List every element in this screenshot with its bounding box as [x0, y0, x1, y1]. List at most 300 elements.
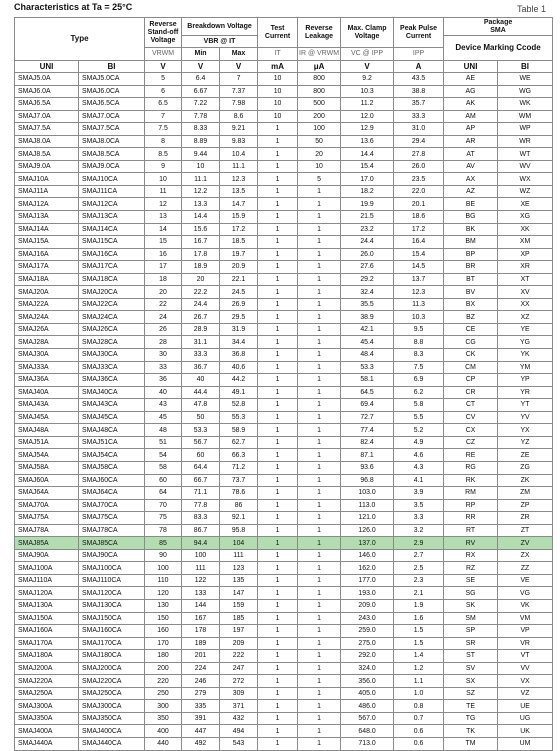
peak-pulse-current-cell: 27.8	[394, 148, 444, 161]
breakdown-max-cell: 34.4	[220, 336, 258, 349]
table-row	[15, 160, 553, 173]
breakdown-max-cell: 26.9	[220, 298, 258, 311]
reverse-leakage-cell: 1	[298, 612, 341, 625]
marking-uni-cell: TK	[444, 725, 498, 738]
marking-bi-cell: ZV	[498, 537, 553, 550]
marking-uni-cell: RE	[444, 449, 498, 462]
breakdown-min-cell: 83.3	[182, 512, 220, 525]
table-row	[15, 223, 553, 236]
bi-part-cell: SMAJ40CA	[79, 386, 145, 399]
breakdown-min-cell: 31.1	[182, 336, 220, 349]
test-current-cell: 1	[258, 298, 298, 311]
bi-part-cell: SMAJ8.5CA	[79, 148, 145, 161]
breakdown-max-cell: 17.2	[220, 223, 258, 236]
marking-bi-cell: VK	[498, 599, 553, 612]
breakdown-min-cell: 86.7	[182, 524, 220, 537]
breakdown-max-cell: 432	[220, 712, 258, 725]
clamp-voltage-cell: 58.1	[341, 374, 394, 387]
test-current-cell: 1	[258, 512, 298, 525]
breakdown-min-cell: 44.4	[182, 386, 220, 399]
standoff-voltage-cell: 9	[145, 160, 182, 173]
unit-v-standoff: V	[145, 61, 182, 73]
unit-v-max: V	[220, 61, 258, 73]
test-current-cell: 1	[258, 374, 298, 387]
marking-bi-cell: WT	[498, 148, 553, 161]
breakdown-max-cell: 209	[220, 637, 258, 650]
standoff-voltage-cell: 36	[145, 374, 182, 387]
reverse-leakage-cell: 1	[298, 487, 341, 500]
peak-pulse-current-cell: 5.2	[394, 424, 444, 437]
breakdown-min-cell: 36.7	[182, 361, 220, 374]
standoff-voltage-cell: 64	[145, 487, 182, 500]
test-current-cell: 1	[258, 411, 298, 424]
table-row	[15, 85, 553, 98]
clamp-voltage-cell: 18.2	[341, 185, 394, 198]
breakdown-min-cell: 15.6	[182, 223, 220, 236]
clamp-voltage-cell: 38.9	[341, 311, 394, 324]
peak-pulse-current-cell: 1.5	[394, 637, 444, 650]
marking-uni-cell: CX	[444, 424, 498, 437]
bi-part-cell: SMAJ10CA	[79, 173, 145, 186]
clamp-voltage-cell: 113.0	[341, 499, 394, 512]
marking-uni-cell: BG	[444, 211, 498, 224]
standoff-voltage-cell: 13	[145, 211, 182, 224]
uni-header: UNI	[15, 61, 79, 73]
peak-pulse-current-cell: 31.0	[394, 123, 444, 136]
standoff-voltage-cell: 28	[145, 336, 182, 349]
breakdown-min-cell: 178	[182, 625, 220, 638]
reverse-leakage-cell: 1	[298, 211, 341, 224]
clamp-voltage-cell: 9.2	[341, 73, 394, 86]
test-current-cell: 10	[258, 73, 298, 86]
breakdown-min-cell: 100	[182, 549, 220, 562]
clamp-voltage-cell: 103.0	[341, 487, 394, 500]
test-current-cell: 1	[258, 499, 298, 512]
bi-part-cell: SMAJ13CA	[79, 211, 145, 224]
peak-pulse-current-cell: 3.5	[394, 499, 444, 512]
marking-bi-cell: UK	[498, 725, 553, 738]
test-current-cell: 1	[258, 223, 298, 236]
pulse-header: Peak Pulse Current	[394, 18, 444, 48]
marking-uni-cell: SM	[444, 612, 498, 625]
peak-pulse-current-cell: 1.9	[394, 599, 444, 612]
reverse-leakage-cell: 500	[298, 98, 341, 111]
breakdown-min-cell: 133	[182, 587, 220, 600]
breakdown-min-cell: 18.9	[182, 261, 220, 274]
test-current-cell: 1	[258, 399, 298, 412]
clamp-voltage-cell: 13.6	[341, 135, 394, 148]
standoff-voltage-cell: 60	[145, 474, 182, 487]
breakdown-min-cell: 28.9	[182, 323, 220, 336]
standoff-voltage-cell: 120	[145, 587, 182, 600]
reverse-leakage-cell: 1	[298, 361, 341, 374]
breakdown-max-cell: 12.3	[220, 173, 258, 186]
breakdown-min-cell: 60	[182, 449, 220, 462]
peak-pulse-current-cell: 35.7	[394, 98, 444, 111]
clamp-voltage-cell: 15.4	[341, 160, 394, 173]
marking-uni-cell: SG	[444, 587, 498, 600]
table-row	[15, 361, 553, 374]
test-current-cell: 1	[258, 625, 298, 638]
bi-part-cell: SMAJ22CA	[79, 298, 145, 311]
reverse-leakage-cell: 800	[298, 85, 341, 98]
marking-uni-cell: BR	[444, 261, 498, 274]
breakdown-max-cell: 24.5	[220, 286, 258, 299]
uni-part-cell: SMAJ18A	[15, 273, 79, 286]
table-row	[15, 336, 553, 349]
breakdown-min-cell: 22.2	[182, 286, 220, 299]
standoff-voltage-cell: 8.5	[145, 148, 182, 161]
table-row	[15, 349, 553, 362]
peak-pulse-current-cell: 3.3	[394, 512, 444, 525]
marking-bi-cell: ZZ	[498, 562, 553, 575]
table-row	[15, 687, 553, 700]
standoff-voltage-cell: 7.5	[145, 123, 182, 136]
breakdown-max-cell: 18.5	[220, 236, 258, 249]
peak-pulse-current-cell: 4.6	[394, 449, 444, 462]
table-row	[15, 474, 553, 487]
clamp-voltage-cell: 126.0	[341, 524, 394, 537]
marking-uni-cell: CK	[444, 349, 498, 362]
clamp-voltage-cell: 12.0	[341, 110, 394, 123]
table-row	[15, 512, 553, 525]
marking-uni-cell: SZ	[444, 687, 498, 700]
vbr-symbol: VBR @ IT	[182, 36, 258, 48]
marking-uni-cell: RT	[444, 524, 498, 537]
reverse-leakage-cell: 1	[298, 599, 341, 612]
table-row	[15, 662, 553, 675]
breakdown-min-cell: 26.7	[182, 311, 220, 324]
bi-part-cell: SMAJ64CA	[79, 487, 145, 500]
uni-part-cell: SMAJ43A	[15, 399, 79, 412]
test-current-cell: 1	[258, 537, 298, 550]
marking-uni-cell: SX	[444, 675, 498, 688]
clamp-voltage-cell: 275.0	[341, 637, 394, 650]
standoff-voltage-cell: 100	[145, 562, 182, 575]
table-row	[15, 236, 553, 249]
bi-part-cell: SMAJ220CA	[79, 675, 145, 688]
standoff-voltage-cell: 180	[145, 650, 182, 663]
marking-bi-cell: VV	[498, 662, 553, 675]
clamp-voltage-cell: 121.0	[341, 512, 394, 525]
breakdown-min-cell: 6.4	[182, 73, 220, 86]
marking-uni-cell: AP	[444, 123, 498, 136]
breakdown-min-cell: 492	[182, 737, 220, 750]
test-current-cell: 1	[258, 675, 298, 688]
standoff-voltage-cell: 350	[145, 712, 182, 725]
marking-uni-cell: BZ	[444, 311, 498, 324]
standoff-voltage-cell: 51	[145, 436, 182, 449]
clamp-voltage-cell: 209.0	[341, 599, 394, 612]
clamp-voltage-cell: 93.6	[341, 461, 394, 474]
uni-part-cell: SMAJ36A	[15, 374, 79, 387]
bi-part-cell: SMAJ130CA	[79, 599, 145, 612]
reverse-leakage-cell: 1	[298, 236, 341, 249]
bi-part-cell: SMAJ70CA	[79, 499, 145, 512]
test-current-cell: 1	[258, 248, 298, 261]
marking-bi-cell: XT	[498, 273, 553, 286]
breakdown-min-cell: 8.33	[182, 123, 220, 136]
clamp-voltage-cell: 23.2	[341, 223, 394, 236]
uni-part-cell: SMAJ250A	[15, 687, 79, 700]
uni-part-cell: SMAJ24A	[15, 311, 79, 324]
marking-uni-cell: AX	[444, 173, 498, 186]
standoff-voltage-cell: 30	[145, 349, 182, 362]
breakdown-max-cell: 222	[220, 650, 258, 663]
uni-part-cell: SMAJ7.0A	[15, 110, 79, 123]
table-row	[15, 298, 553, 311]
unit-a: A	[394, 61, 444, 73]
test-current-cell: 1	[258, 650, 298, 663]
package-label: Package	[483, 18, 513, 26]
marking-bi-cell: YM	[498, 361, 553, 374]
reverse-leakage-cell: 800	[298, 73, 341, 86]
marking-bi-cell: WX	[498, 173, 553, 186]
clamp-voltage-cell: 45.4	[341, 336, 394, 349]
reverse-leakage-cell: 1	[298, 248, 341, 261]
peak-pulse-current-cell: 8.8	[394, 336, 444, 349]
uni-part-cell: SMAJ200A	[15, 662, 79, 675]
table-row	[15, 424, 553, 437]
reverse-leakage-cell: 5	[298, 173, 341, 186]
peak-pulse-current-cell: 38.8	[394, 85, 444, 98]
peak-pulse-current-cell: 22.0	[394, 185, 444, 198]
test-current-header: Test Current	[258, 18, 298, 48]
marking-uni-cell: AR	[444, 135, 498, 148]
breakdown-min-cell: 189	[182, 637, 220, 650]
uni-part-cell: SMAJ160A	[15, 625, 79, 638]
reverse-leakage-cell: 1	[298, 461, 341, 474]
clamp-voltage-cell: 146.0	[341, 549, 394, 562]
uni-part-cell: SMAJ48A	[15, 424, 79, 437]
peak-pulse-current-cell: 4.3	[394, 461, 444, 474]
vc-symbol: VC @ IPP	[341, 48, 394, 61]
test-current-cell: 1	[258, 185, 298, 198]
breakdown-min-cell: 12.2	[182, 185, 220, 198]
reverse-leakage-cell: 1	[298, 436, 341, 449]
reverse-leakage-cell: 1	[298, 725, 341, 738]
table-row	[15, 461, 553, 474]
reverse-leakage-cell: 1	[298, 512, 341, 525]
standoff-voltage-cell: 24	[145, 311, 182, 324]
test-current-cell: 1	[258, 135, 298, 148]
marking-bi-cell: UM	[498, 737, 553, 750]
clamp-voltage-cell: 405.0	[341, 687, 394, 700]
table-row	[15, 625, 553, 638]
reverse-leakage-cell: 1	[298, 399, 341, 412]
marking-uni-cell: SE	[444, 574, 498, 587]
standoff-voltage-cell: 170	[145, 637, 182, 650]
table-row	[15, 612, 553, 625]
standoff-voltage-cell: 300	[145, 700, 182, 713]
breakdown-max-cell: 15.9	[220, 211, 258, 224]
test-current-cell: 1	[258, 148, 298, 161]
marking-bi-cell: XE	[498, 198, 553, 211]
uni-part-cell: SMAJ300A	[15, 700, 79, 713]
bi-part-cell: SMAJ200CA	[79, 662, 145, 675]
breakdown-min-cell: 201	[182, 650, 220, 663]
marking-bi-cell: YP	[498, 374, 553, 387]
ipp-symbol: IPP	[394, 48, 444, 61]
peak-pulse-current-cell: 2.9	[394, 537, 444, 550]
table-row	[15, 386, 553, 399]
bi-part-cell: SMAJ110CA	[79, 574, 145, 587]
unit-ma: mA	[258, 61, 298, 73]
marking-uni-cell: AK	[444, 98, 498, 111]
test-current-cell: 1	[258, 687, 298, 700]
uni-part-cell: SMAJ64A	[15, 487, 79, 500]
breakdown-min-cell: 391	[182, 712, 220, 725]
table-row	[15, 248, 553, 261]
peak-pulse-current-cell: 5.5	[394, 411, 444, 424]
marking-uni-cell: TE	[444, 700, 498, 713]
uni-part-cell: SMAJ51A	[15, 436, 79, 449]
bi-part-cell: SMAJ120CA	[79, 587, 145, 600]
test-current-cell: 10	[258, 85, 298, 98]
marking-bi-cell: VP	[498, 625, 553, 638]
table-row	[15, 110, 553, 123]
table-row	[15, 599, 553, 612]
breakdown-max-cell: 197	[220, 625, 258, 638]
peak-pulse-current-cell: 3.9	[394, 487, 444, 500]
marking-uni-cell: BV	[444, 286, 498, 299]
breakdown-min-cell: 167	[182, 612, 220, 625]
standoff-voltage-cell: 54	[145, 449, 182, 462]
test-current-cell: 1	[258, 361, 298, 374]
peak-pulse-current-cell: 1.2	[394, 662, 444, 675]
reverse-leakage-cell: 1	[298, 286, 341, 299]
reverse-leakage-cell: 1	[298, 675, 341, 688]
bi-part-cell: SMAJ15CA	[79, 236, 145, 249]
standoff-voltage-cell: 12	[145, 198, 182, 211]
reverse-leakage-cell: 1	[298, 700, 341, 713]
uni-part-cell: SMAJ58A	[15, 461, 79, 474]
breakdown-min-cell: 11.1	[182, 173, 220, 186]
peak-pulse-current-cell: 0.8	[394, 700, 444, 713]
standoff-voltage-cell: 85	[145, 537, 182, 550]
vrwm-symbol: VRWM	[145, 48, 182, 61]
standoff-voltage-cell: 43	[145, 399, 182, 412]
reverse-leakage-cell: 1	[298, 349, 341, 362]
marking-uni-cell: AZ	[444, 185, 498, 198]
uni-part-cell: SMAJ40A	[15, 386, 79, 399]
uni-part-cell: SMAJ28A	[15, 336, 79, 349]
breakdown-min-cell: 13.3	[182, 198, 220, 211]
breakdown-min-cell: 447	[182, 725, 220, 738]
max-header: Max	[220, 48, 258, 61]
standoff-voltage-cell: 10	[145, 173, 182, 186]
peak-pulse-current-cell: 17.2	[394, 223, 444, 236]
test-current-cell: 1	[258, 562, 298, 575]
breakdown-min-cell: 279	[182, 687, 220, 700]
bi-part-cell: SMAJ18CA	[79, 273, 145, 286]
marking-bi-cell: XX	[498, 298, 553, 311]
marking-uni-cell: BT	[444, 273, 498, 286]
reverse-leakage-cell: 1	[298, 737, 341, 750]
table-row	[15, 311, 553, 324]
reverse-leakage-cell: 1	[298, 223, 341, 236]
clamp-voltage-cell: 35.5	[341, 298, 394, 311]
peak-pulse-current-cell: 5.8	[394, 399, 444, 412]
marking-bi-cell: ZT	[498, 524, 553, 537]
breakdown-max-cell: 40.6	[220, 361, 258, 374]
bi-part-cell: SMAJ250CA	[79, 687, 145, 700]
marking-uni-cell: AM	[444, 110, 498, 123]
peak-pulse-current-cell: 12.3	[394, 286, 444, 299]
test-current-cell: 1	[258, 662, 298, 675]
marking-bi-cell: ZE	[498, 449, 553, 462]
bi-part-cell: SMAJ28CA	[79, 336, 145, 349]
reverse-leakage-cell: 1	[298, 449, 341, 462]
standoff-voltage-cell: 7	[145, 110, 182, 123]
breakdown-min-cell: 56.7	[182, 436, 220, 449]
uni-part-cell: SMAJ17A	[15, 261, 79, 274]
peak-pulse-current-cell: 1.1	[394, 675, 444, 688]
standoff-voltage-cell: 440	[145, 737, 182, 750]
marking-uni-cell: CG	[444, 336, 498, 349]
breakdown-min-cell: 6.67	[182, 85, 220, 98]
uni-part-cell: SMAJ60A	[15, 474, 79, 487]
standoff-voltage-cell: 6.5	[145, 98, 182, 111]
bi-part-cell: SMAJ6.0CA	[79, 85, 145, 98]
bi-part-cell: SMAJ26CA	[79, 323, 145, 336]
uni-part-cell: SMAJ11A	[15, 185, 79, 198]
breakdown-min-cell: 7.22	[182, 98, 220, 111]
uni-part-cell: SMAJ9.0A	[15, 160, 79, 173]
table-row	[15, 549, 553, 562]
peak-pulse-current-cell: 14.5	[394, 261, 444, 274]
marking-bi-cell: VZ	[498, 687, 553, 700]
marking-uni-cell: AG	[444, 85, 498, 98]
table-row	[15, 524, 553, 537]
marking-bi-cell: XZ	[498, 311, 553, 324]
marking-bi-cell: VX	[498, 675, 553, 688]
uni-part-cell: SMAJ45A	[15, 411, 79, 424]
marking-uni-cell: BM	[444, 236, 498, 249]
table-row	[15, 537, 553, 550]
table-row	[15, 487, 553, 500]
unit-ua: μA	[298, 61, 341, 73]
test-current-cell: 1	[258, 574, 298, 587]
peak-pulse-current-cell: 4.9	[394, 436, 444, 449]
table-row	[15, 148, 553, 161]
bi-part-cell: SMAJ14CA	[79, 223, 145, 236]
clamp-voltage-cell: 29.2	[341, 273, 394, 286]
clamp-voltage-cell: 27.6	[341, 261, 394, 274]
marking-uni-cell: SR	[444, 637, 498, 650]
standoff-voltage-cell: 15	[145, 236, 182, 249]
breakdown-min-cell: 122	[182, 574, 220, 587]
test-current-cell: 1	[258, 160, 298, 173]
test-current-cell: 1	[258, 286, 298, 299]
breakdown-min-cell: 40	[182, 374, 220, 387]
clamp-voltage-cell: 24.4	[341, 236, 394, 249]
reverse-leakage-cell: 1	[298, 637, 341, 650]
peak-pulse-current-cell: 0.6	[394, 725, 444, 738]
peak-pulse-current-cell: 33.3	[394, 110, 444, 123]
test-current-cell: 1	[258, 449, 298, 462]
test-current-cell: 1	[258, 336, 298, 349]
reverse-leakage-cell: 1	[298, 386, 341, 399]
bi-part-cell: SMAJ300CA	[79, 700, 145, 713]
peak-pulse-current-cell: 0.7	[394, 712, 444, 725]
table-row	[15, 185, 553, 198]
clamp-voltage-cell: 96.8	[341, 474, 394, 487]
peak-pulse-current-cell: 1.6	[394, 612, 444, 625]
breakdown-max-cell: 95.8	[220, 524, 258, 537]
breakdown-max-cell: 111	[220, 549, 258, 562]
clamp-voltage-cell: 77.4	[341, 424, 394, 437]
